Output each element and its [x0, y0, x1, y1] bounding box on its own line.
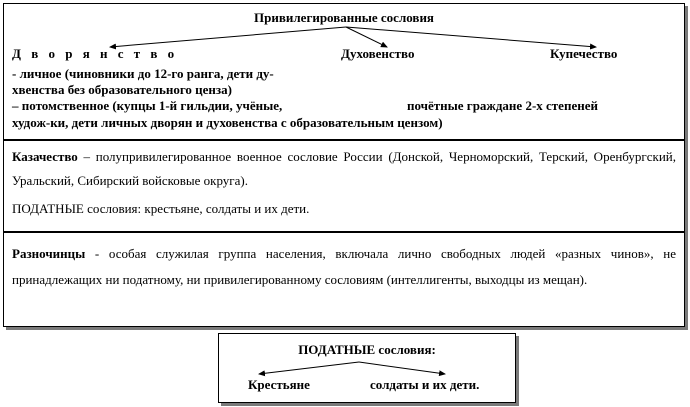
- taxable-box-title: ПОДАТНЫЕ сословия:: [298, 342, 436, 357]
- raznochintsy-definition: - особая служилая группа населения, включала лично свободных людей «разных чинов», не принадлежащих ни податному, ни привилегированному сословиям (интеллигенты, выходцы из мещан).: [12, 246, 676, 287]
- raznochintsy-term: Разночинцы: [12, 246, 86, 261]
- taxable-text: сословия: крестьяне, солдаты и их дети.: [83, 201, 310, 216]
- merchants-label: Купечество: [550, 46, 618, 61]
- arrow-to-soldiers: [359, 362, 445, 374]
- honorary-citizens-label: почётные граждане 2-х степеней: [407, 98, 598, 113]
- dvoryanstvo-hereditary-cont: худож-ки, дети личных дворян и духовенства с образовательным цензом): [12, 115, 443, 130]
- arrow-to-merchants: [346, 27, 596, 47]
- cossacks-box: [3, 140, 685, 232]
- cossacks-paragraph: [12, 145, 676, 193]
- cossacks-term: Казачество: [12, 149, 78, 164]
- taxable-arrows: [219, 334, 517, 404]
- arrow-to-dvoryanstvo: [110, 27, 346, 47]
- taxable-paragraph: [12, 197, 676, 221]
- soldiers-label: солдаты и их дети.: [370, 377, 480, 392]
- dvoryanstvo-label: Д в о р я н с т в о: [12, 46, 178, 61]
- raznochintsy-box: [3, 232, 685, 327]
- arrow-to-peasants: [259, 362, 359, 374]
- cossacks-definition: – полупривилегированное военное сословие России (Донской, Черноморский, Терский, Оренбургский, Уральский, Сибирский войсковые округа).: [12, 149, 676, 188]
- dvoryanstvo-hereditary: – потомственное (купцы 1-й гильдии, учёные,: [12, 98, 283, 113]
- dvoryanstvo-personal: - личное (чиновники до 12-го ранга, дети ду-: [12, 66, 274, 81]
- peasants-label: Крестьяне: [248, 377, 310, 392]
- privileged-estates-title: Привилегированные сословия: [254, 10, 434, 25]
- raznochintsy-paragraph: [12, 241, 676, 293]
- clergy-label: Духовенство: [341, 46, 415, 61]
- taxable-term: ПОДАТНЫЕ: [12, 201, 84, 216]
- dvoryanstvo-personal-cont: хвенства без образовательного ценза): [12, 82, 232, 97]
- privileged-estates-box: [3, 3, 685, 140]
- taxable-estates-box: [218, 333, 516, 403]
